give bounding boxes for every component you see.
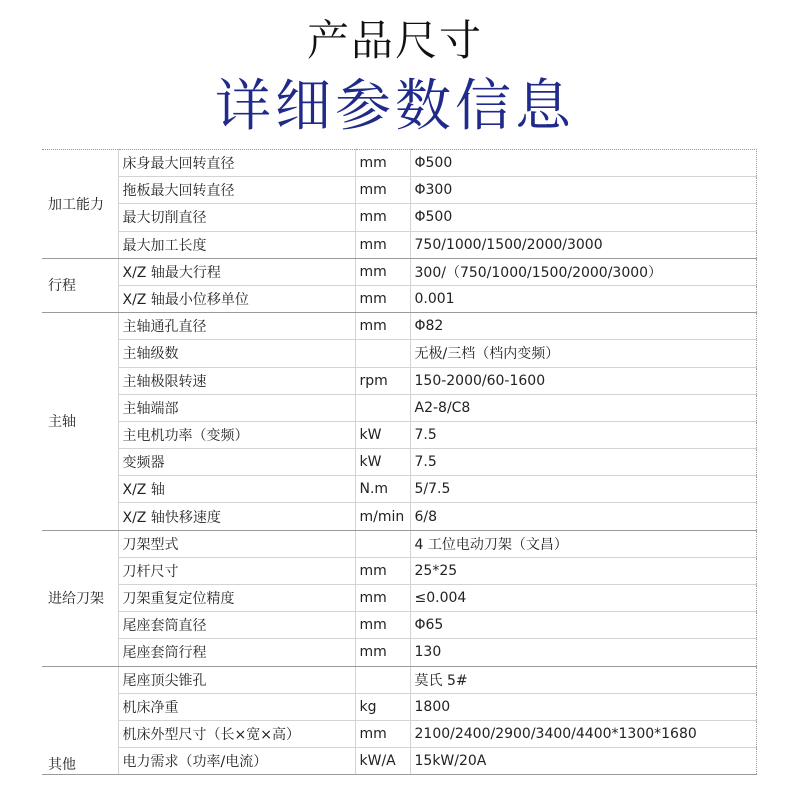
value-cell: Φ300	[410, 177, 756, 204]
group-label: 行程	[42, 258, 118, 312]
table-row	[42, 503, 756, 530]
param-cell: 电力需求（功率/电流）	[118, 748, 355, 775]
unit-cell: mm	[355, 639, 410, 666]
table-row	[42, 612, 756, 639]
table-row	[42, 720, 756, 747]
value-cell: 无极/三档（档内变频）	[410, 340, 756, 367]
table-row	[42, 313, 756, 340]
table-row	[42, 177, 756, 204]
table-row	[42, 258, 756, 285]
value-cell: 4 工位电动刀架（文昌）	[410, 530, 756, 557]
unit-cell: kW	[355, 449, 410, 476]
value-cell: 750/1000/1500/2000/3000	[410, 231, 756, 258]
param-cell: 最大加工长度	[118, 231, 355, 258]
table-row	[42, 150, 756, 177]
unit-cell	[355, 394, 410, 421]
unit-cell	[355, 340, 410, 367]
param-cell: 主电机功率（变频）	[118, 421, 355, 448]
value-cell: Φ500	[410, 204, 756, 231]
param-cell: 尾座顶尖锥孔	[118, 666, 355, 693]
table-row	[42, 639, 756, 666]
param-cell: 机床外型尺寸（长×宽×高）	[118, 720, 355, 747]
unit-cell: N.m	[355, 476, 410, 503]
unit-cell	[355, 530, 410, 557]
value-cell: 2100/2400/2900/3400/4400*1300*1680	[410, 720, 756, 747]
value-cell: 6/8	[410, 503, 756, 530]
value-cell: 莫氏 5#	[410, 666, 756, 693]
group-label: 加工能力	[42, 150, 118, 259]
page-title: 产品尺寸	[306, 16, 483, 65]
unit-cell	[355, 666, 410, 693]
page-subtitle: 详细参数信息	[215, 74, 575, 139]
value-cell: Φ82	[410, 313, 756, 340]
param-cell: 刀杆尺寸	[118, 557, 355, 584]
value-cell: 25*25	[410, 557, 756, 584]
spec-table	[42, 149, 757, 775]
param-cell: X/Z 轴	[118, 476, 355, 503]
value-cell: 1800	[410, 693, 756, 720]
value-cell: ≤0.004	[410, 585, 756, 612]
value-cell: 150-2000/60-1600	[410, 367, 756, 394]
value-cell: 15kW/20A	[410, 748, 756, 775]
value-cell: 7.5	[410, 449, 756, 476]
unit-cell: rpm	[355, 367, 410, 394]
group-label: 主轴	[42, 313, 118, 531]
unit-cell: mm	[355, 231, 410, 258]
param-cell: 变频器	[118, 449, 355, 476]
unit-cell: mm	[355, 204, 410, 231]
table-row	[42, 231, 756, 258]
param-cell: 拖板最大回转直径	[118, 177, 355, 204]
table-row	[42, 394, 756, 421]
value-cell: 7.5	[410, 421, 756, 448]
value-cell: 130	[410, 639, 756, 666]
value-cell: 300/（750/1000/1500/2000/3000）	[410, 258, 756, 285]
value-cell: 5/7.5	[410, 476, 756, 503]
param-cell: 刀架重复定位精度	[118, 585, 355, 612]
unit-cell: mm	[355, 585, 410, 612]
value-cell: Φ65	[410, 612, 756, 639]
value-cell: 0.001	[410, 285, 756, 312]
param-cell: 床身最大回转直径	[118, 150, 355, 177]
unit-cell: kg	[355, 693, 410, 720]
unit-cell: mm	[355, 313, 410, 340]
table-row	[42, 285, 756, 312]
unit-cell: mm	[355, 258, 410, 285]
unit-cell: mm	[355, 177, 410, 204]
param-cell: 尾座套筒直径	[118, 612, 355, 639]
table-row	[42, 748, 756, 775]
table-row	[42, 693, 756, 720]
param-cell: 刀架型式	[118, 530, 355, 557]
unit-cell: m/min	[355, 503, 410, 530]
param-cell: X/Z 轴快移速度	[118, 503, 355, 530]
table-row	[42, 476, 756, 503]
value-cell: A2-8/C8	[410, 394, 756, 421]
unit-cell: kW	[355, 421, 410, 448]
group-label: 其他	[42, 666, 118, 775]
unit-cell: mm	[355, 285, 410, 312]
table-row	[42, 204, 756, 231]
param-cell: 主轴极限转速	[118, 367, 355, 394]
table-row	[42, 340, 756, 367]
spec-table-body	[42, 150, 756, 775]
table-row	[42, 421, 756, 448]
table-row	[42, 449, 756, 476]
value-cell: Φ500	[410, 150, 756, 177]
table-row	[42, 530, 756, 557]
unit-cell: kW/A	[355, 748, 410, 775]
table-row	[42, 367, 756, 394]
table-row	[42, 557, 756, 584]
param-cell: 主轴通孔直径	[118, 313, 355, 340]
param-cell: X/Z 轴最大行程	[118, 258, 355, 285]
table-row	[42, 666, 756, 693]
param-cell: 机床净重	[118, 693, 355, 720]
param-cell: 最大切削直径	[118, 204, 355, 231]
unit-cell: mm	[355, 612, 410, 639]
param-cell: 主轴端部	[118, 394, 355, 421]
param-cell: X/Z 轴最小位移单位	[118, 285, 355, 312]
unit-cell: mm	[355, 557, 410, 584]
param-cell: 主轴级数	[118, 340, 355, 367]
unit-cell: mm	[355, 720, 410, 747]
unit-cell: mm	[355, 150, 410, 177]
group-label: 进给刀架	[42, 530, 118, 666]
param-cell: 尾座套筒行程	[118, 639, 355, 666]
table-row	[42, 585, 756, 612]
